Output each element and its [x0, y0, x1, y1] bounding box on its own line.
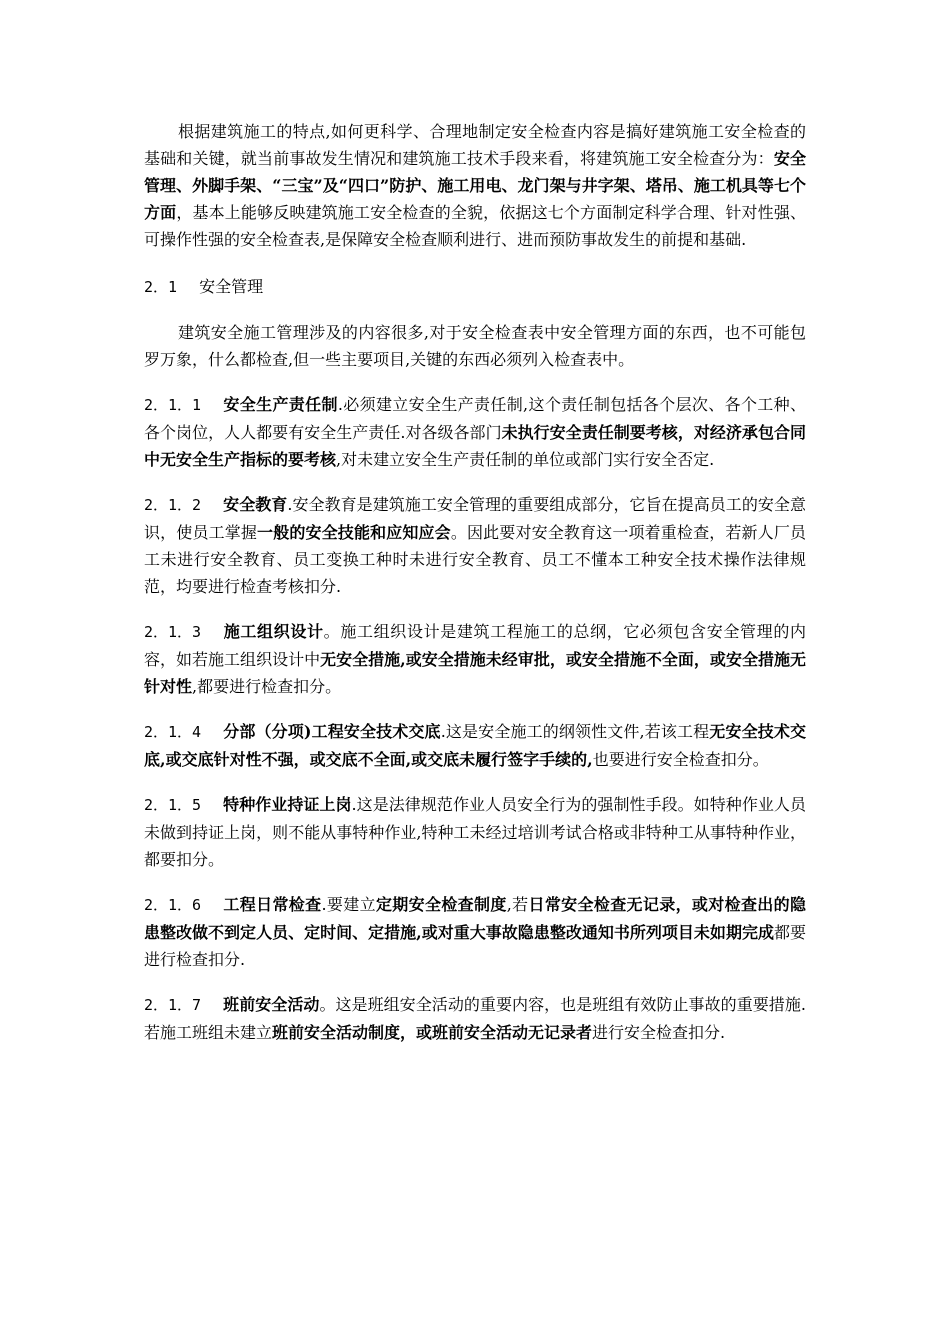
item-bold: 未执行安全责任制要考核，对经济承包合同中无安全生产指标的要考核: [144, 423, 806, 469]
item-title: 安全生产责任制: [223, 395, 338, 414]
item-title: 工程日常检查: [223, 895, 322, 914]
item-text: .必须建立安全生产责任制,这个责任制包括各个层次、各个工种、各个岗位，人人都要有安全生产责任.对各级各部门: [144, 395, 806, 442]
item-bold: 定期安全检查制度: [375, 895, 507, 914]
item-number: 2．1．1: [144, 396, 202, 414]
item-number: 2．1．6: [144, 896, 202, 914]
item-text: 。这是班组安全活动的重要内容，也是班组有效防止事故的重要措施.若施工班组未建立: [144, 995, 806, 1042]
document-page: [144, 118, 806, 1046]
section-number: 2．1: [144, 278, 178, 296]
item-number: 2．1．2: [144, 496, 202, 514]
item-number: 2．1．3: [144, 623, 202, 641]
item-paragraph-6: [144, 891, 806, 973]
item-paragraph-2: [144, 491, 806, 600]
item-bold: 无安全措施,或安全措施未经审批，或安全措施不全面，或安全措施无针对性: [144, 650, 806, 696]
item-text: ,对未建立安全生产责任制的单位或部门实行安全否定.: [336, 450, 715, 469]
intro-bold-1: 安全管理、外脚手架、“三宝”及“四口”防护、施工用电、龙门架与井字架、塔吊、施工机具等七个方面: [144, 149, 806, 222]
intro-text-1: 根据建筑施工的特点,如何更科学、合理地制定安全检查内容是搞好建筑施工安全检查的基础和关键，就当前事故发生情况和建筑施工技术手段来看，将建筑施工安全检查分为：: [144, 122, 806, 168]
item-text: 。因此要对安全教育这一项着重检查，若新人厂员工未进行安全教育、员工变换工种时未进行安全教育、员工不懂本工种安全技术操作法律规范，均要进行检查考核扣分.: [144, 523, 806, 596]
item-number: 2．1．5: [144, 796, 202, 814]
item-bold: 班前安全活动制度，或班前安全活动无记录者: [272, 1023, 593, 1042]
item-text: 都要进行检查扣分.: [144, 923, 806, 969]
intro-text-2: ，基本上能够反映建筑施工安全检查的全貌，依据这七个方面制定科学合理、针对性强、可操作性强的安全检查表,是保障安全检查顺利进行、进而预防事故发生的前提和基础.: [144, 203, 806, 249]
item-paragraph-1: [144, 391, 806, 473]
item-number: 2．1．4: [144, 723, 202, 741]
section-title: 安全管理: [199, 277, 264, 296]
item-paragraph-7: [144, 991, 806, 1046]
item-text: 。施工组织设计是建筑工程施工的总纲，它必须包含安全管理的内容，如若施工组织设计中: [144, 622, 806, 669]
item-number: 2．1．7: [144, 996, 202, 1014]
item-text: ,若: [506, 895, 529, 914]
item-text: .安全教育是建筑施工安全管理的重要组成部分，它旨在提高员工的安全意识，使员工掌握: [144, 495, 806, 542]
item-bold: 无安全技术交底,或交底针对性不强，或交底不全面,或交底未履行签字手续的,: [144, 722, 806, 769]
section-intro-paragraph: 建筑安全施工管理涉及的内容很多,对于安全检查表中安全管理方面的东西，也不可能包罗万象，什么都检查,但一些主要项目,关键的东西必须列入检查表中。: [144, 323, 806, 369]
item-bold: 日常安全检查无记录，或对检查出的隐患整改做不到定人员、定时间、定措施,或对重大事故隐患整改通知书所列项目未如期完成: [144, 895, 806, 942]
section-heading: [144, 273, 806, 301]
item-title: 施工组织设计: [223, 622, 324, 641]
item-text: .这是法律规范作业人员安全行为的强制性手段。如特种作业人员未做到持证上岗，则不能从事特种作业,特种工未经过培训考试合格或非特种工从事特种作业，都要扣分。: [144, 795, 806, 869]
item-title: 特种作业持证上岗: [223, 795, 352, 814]
item-title: 安全教育: [223, 495, 288, 514]
item-text: .这是安全施工的纲领性文件,若该工程: [440, 722, 710, 741]
item-title: 班前安全活动: [223, 995, 320, 1014]
item-title: 分部（分项)工程安全技术交底: [223, 722, 441, 741]
item-text: 也要进行安全检查扣分。: [592, 750, 769, 769]
item-paragraph-3: [144, 618, 806, 700]
item-paragraph-5: [144, 791, 806, 873]
item-text: .要建立: [321, 895, 376, 914]
item-bold: 一般的安全技能和应知应会: [257, 523, 451, 542]
item-text: ,都要进行检查扣分。: [192, 677, 342, 696]
intro-paragraph: [144, 118, 806, 253]
item-text: 进行安全检查扣分.: [592, 1023, 726, 1042]
item-paragraph-4: [144, 718, 806, 773]
